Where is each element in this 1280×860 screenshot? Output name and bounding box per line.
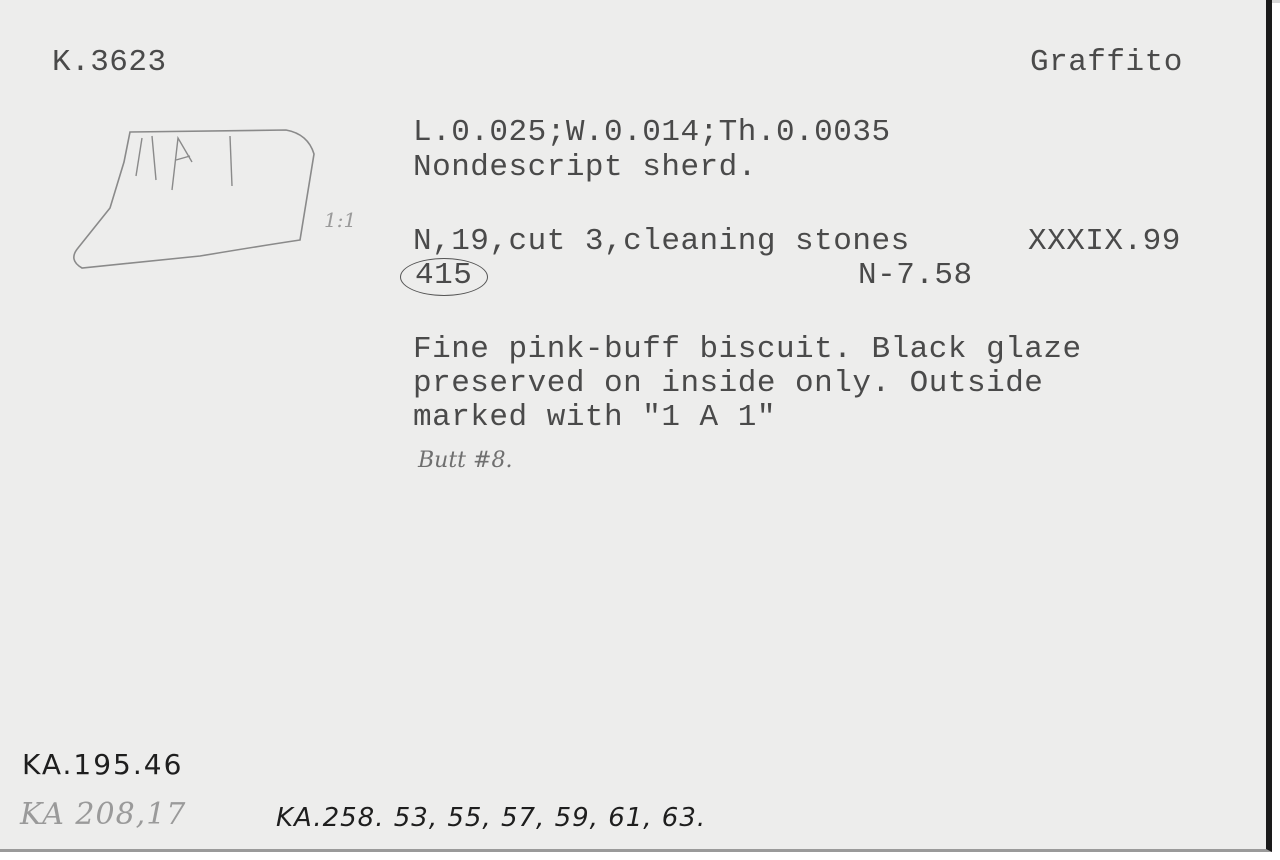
ka-ref-pencil: KA 208,17: [20, 797, 187, 832]
graffito-stroke: [230, 136, 232, 186]
inventory-ref: XXXIX.99: [1028, 224, 1181, 259]
catalog-number: K.3623: [52, 45, 167, 80]
category-label: Graffito: [1030, 45, 1183, 80]
graffito-stroke: [172, 138, 192, 190]
sherd-outline: [74, 130, 314, 268]
graffito-stroke: [136, 138, 142, 176]
ka-ref-list: KA.258. 53, 55, 57, 59, 61, 63.: [276, 803, 707, 833]
ka-ref-primary: KA.195.46: [22, 748, 184, 781]
description-line: Fine pink-buff biscuit. Black glaze: [413, 332, 1082, 367]
description-line: marked with "1 A 1": [413, 400, 776, 435]
handwritten-ref: Butt #8.: [418, 448, 513, 473]
description-short: Nondescript sherd.: [413, 150, 757, 185]
description-line: preserved on inside only. Outside: [413, 366, 1044, 401]
graffito-stroke: [176, 156, 190, 160]
findspot: N,19,cut 3,cleaning stones: [413, 224, 910, 259]
dimensions: L.0.025;W.0.014;Th.0.0035: [413, 115, 891, 150]
scale-note: 1:1: [324, 208, 357, 232]
sherd-sketch: [60, 120, 340, 280]
circled-number: 415: [415, 258, 473, 293]
graffito-stroke: [152, 136, 156, 180]
level: N-7.58: [858, 258, 973, 293]
